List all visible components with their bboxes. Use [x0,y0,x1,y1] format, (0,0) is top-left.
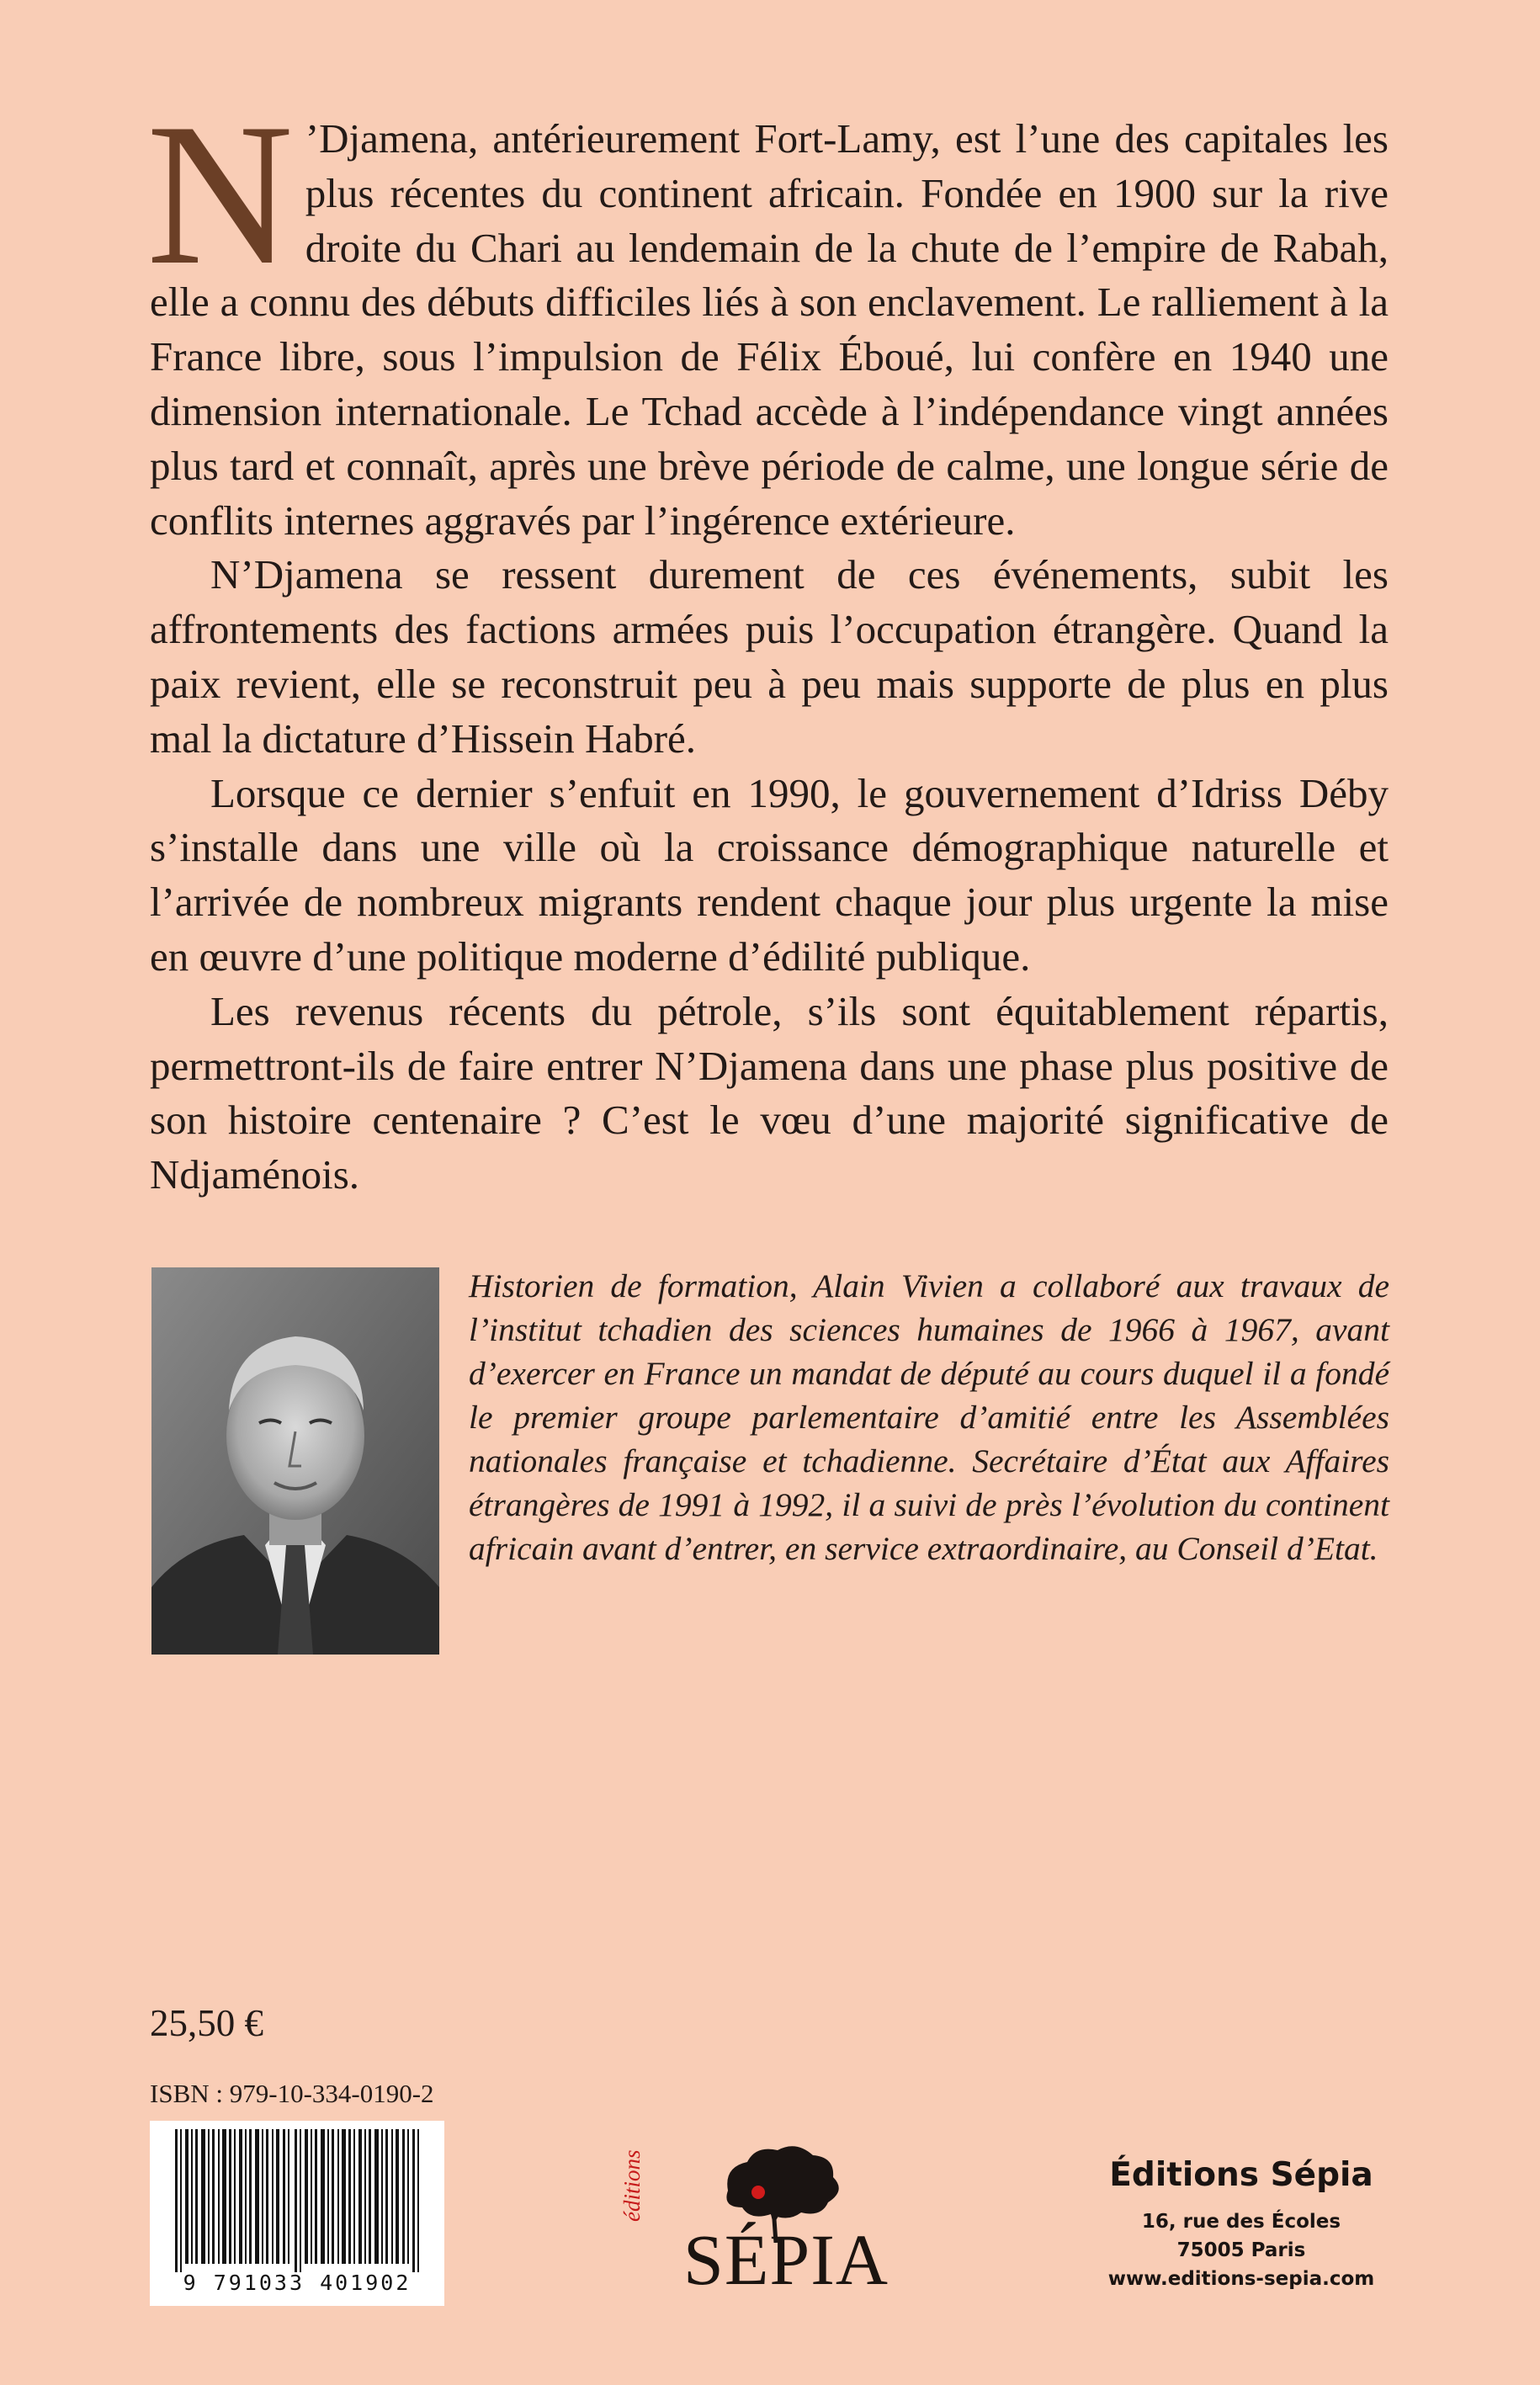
author-portrait-image [151,1267,439,1655]
publisher-website[interactable]: www.editions-sepia.com [1107,2268,1375,2290]
description-paragraph-3: Lorsque ce dernier s’enfuit en 1990, le gouvernement d’Idriss Déby s’installe dans une ville où la croissance démographique naturelle et l’arrivée de nombreux migrants rendent chaque jour plus urgente la mise en œuvre d’une politique moderne d’édilité publique. [150,769,1389,980]
author-photo [151,1267,439,1655]
isbn: ISBN : 979-10-334-0190-2 [150,2079,434,2108]
back-cover-description [146,82,1389,1203]
author-biography: Historien de formation, Alain Vivien a collaboré aux travaux de l’institut tchadien des sciences humaines de 1966 à 1967, avant d’exercer en France un mandat de député au cours duquel il a fondé le premier groupe parlementaire d’amitié entre les Assemblées nationales française et tchadienne. Secrétaire d’État aux Affaires étrangères de 1991 à 1992, il a suivi de près l’évolution du continent africain avant d’entrer, en service extraordinaire, au Conseil d’Etat. [469,1267,1389,1567]
description-paragraph-1 [146,82,1389,548]
drop-cap-letter: N [146,82,294,307]
publisher-street: 16, rue des Écoles [1141,2211,1341,2233]
logo-editions-text: éditions [619,2149,645,2222]
barcode-bars-icon [150,2121,444,2272]
publisher-city: 75005 Paris [1176,2239,1306,2261]
logo-sepia-wordmark: SÉPIA [683,2219,889,2300]
publisher-name: Éditions Sépia [1109,2156,1373,2194]
description-paragraph-4: Les revenus récents du pétrole, s’ils sont équitablement répartis, permettront-ils de faire entrer N’Djamena dans une phase plus positive de son histoire centenaire ? C’est le vœu d’une majorité significative de Ndjaménois. [150,987,1389,1198]
description-paragraph-2: N’Djamena se ressent durement de ces événements, subit les affrontements des factions armées puis l’occupation étrangère. Quand la paix revient, elle se reconstruit peu à peu mais supporte de plus en plus mal la dictature d’Hissein Habré. [150,551,1389,762]
barcode [150,2121,444,2306]
publisher-info [1086,2156,1397,2297]
paragraph-1-text: ’Djamena, antérieurement Fort-Lamy, est l’une des capitales les plus récentes du continent africain. Fondée en 1900 sur la rive droite du Chari au lendemain de la chute de l’empire de Rabah, elle a connu des débuts difficiles liés à son enclavement. Le ralliement à la France libre, sous l’impulsion de Félix Éboué, lui confère en 1940 une dimension internationale. Le Tchad accède à l’indépendance vingt années plus tard et connaît, après une brève période de calme, une longue série de conflits internes aggravés par l’ingérence extérieure. [150,115,1389,544]
barcode-digits: 9 791033 401902 [183,2271,412,2295]
price: 25,50 € [150,2002,263,2044]
